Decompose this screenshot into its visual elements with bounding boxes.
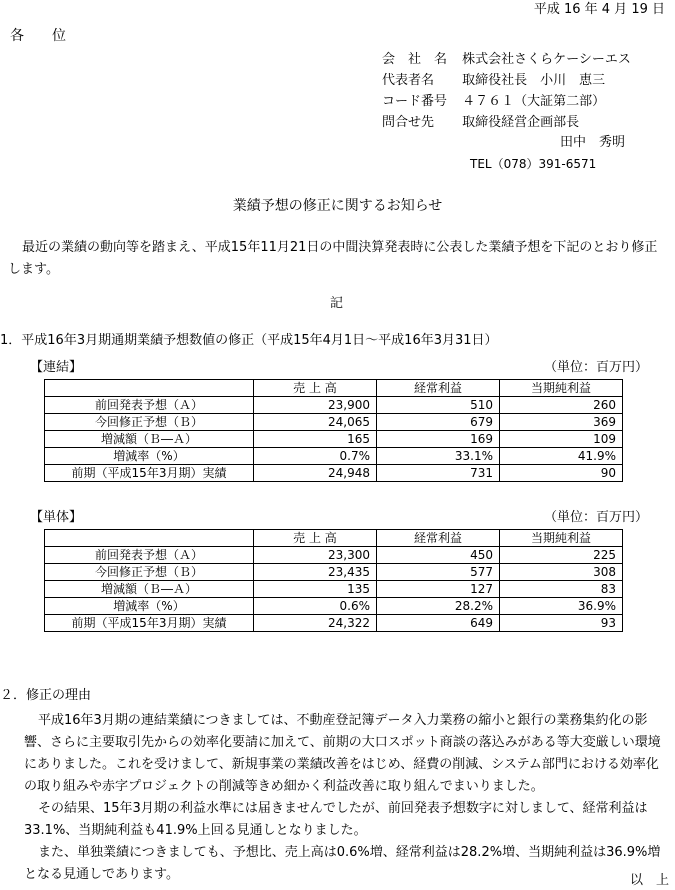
table-cell: 24,065 [254,414,377,431]
representative-row [382,73,605,89]
row-label: 増減額（Ｂ―Ａ） [45,431,254,448]
nonconsolidated-table [44,529,623,632]
closing-mark: 以 上 [629,873,669,888]
table-header-row [45,380,623,397]
table-cell: 308 [500,564,623,581]
table-cell: 23,900 [254,397,377,414]
header-cell: 売 上 高 [254,530,377,547]
representative-label: 代表者名 [382,73,435,88]
row-label: 前期（平成15年3月期）実績 [45,615,254,632]
table-cell: 165 [254,431,377,448]
header-cell: 売 上 高 [254,380,377,397]
section1-heading: 1．平成16年3月期通期業績予想数値の修正（平成15年4月1日～平成16年3月31日） [0,333,498,348]
table-cell: 90 [500,465,623,482]
contact-label: 問合せ先 [382,115,435,130]
document-date: 平成 16 年 4 月 19 日 [533,2,665,17]
table-cell: 109 [500,431,623,448]
table-cell: 41.9% [500,448,623,465]
table-cell: 23,300 [254,547,377,564]
row-label: 今回修正予想（Ｂ） [45,414,254,431]
table-cell: 169 [377,431,500,448]
code-value: ４７６１（大証第二部） [462,94,606,109]
document-title: 業績予想の修正に関するお知らせ [232,198,443,214]
table-cell: 28.2% [377,598,500,615]
table-cell: 577 [377,564,500,581]
table-cell: 135 [254,581,377,598]
company-name-label: 会 社 名 [382,52,448,67]
table-cell: 649 [377,615,500,632]
table-row [45,465,623,482]
table-row [45,564,623,581]
reason-paragraphs [24,710,664,886]
contact-value: 取締役経営企画部長 [462,115,580,130]
table-row [45,581,623,598]
header-cell: 経常利益 [377,530,500,547]
row-label: 前回発表予想（Ａ） [45,547,254,564]
table-cell: 679 [377,414,500,431]
consolidated-table [44,379,623,482]
table-cell: 24,948 [254,465,377,482]
row-label: 前回発表予想（Ａ） [45,397,254,414]
table-row [45,448,623,465]
table-cell: 23,435 [254,564,377,581]
row-label: 増減率（%） [45,448,254,465]
header-cell [45,380,254,397]
consolidated-unit: （単位：百万円） [544,360,649,375]
ki-heading: 記 [330,296,344,311]
table-cell: 127 [377,581,500,598]
reason-paragraph: 平成16年3月期の連結業績につきましては、不動産登記簿データ入力業務の縮小と銀行の業務集約化の影響、さらに主要取引先からの効率化要請に加えて、前期の大口スポット商談の落込みがある等大変厳しい環境にありました。これを受けまして、新規事業の業績改善をはじめ、経費の削減、システム部門における効率化の取り組みや赤字プロジェクトの削減等きめ細かく利益改善に取り組んでまいりました。 [24,713,661,794]
table-header-row [45,530,623,547]
table-cell: 510 [377,397,500,414]
table-cell: 93 [500,615,623,632]
code-row [382,94,605,110]
contact-name-row [560,135,625,151]
row-label: 今回修正予想（Ｂ） [45,564,254,581]
contact-name: 田中 秀明 [560,135,626,150]
reason-paragraph: その結果、15年3月期の利益水準には届きませんでしたが、前回発表予想数字に対しまして、経常利益は33.1%、当期純利益も41.9%上回る見通しとなりました。 [24,801,648,838]
table-cell: 0.6% [254,598,377,615]
company-name-row [382,52,631,68]
row-label: 増減率（%） [45,598,254,615]
tel-row [470,157,596,172]
table-cell: 36.9% [500,598,623,615]
table-row [45,431,623,448]
section2-heading: ２．修正の理由 [0,688,92,703]
header-cell: 当期純利益 [500,380,623,397]
table-row [45,547,623,564]
company-name-value: 株式会社さくらケーシーエス [462,52,631,67]
nonconsolidated-unit: （単位：百万円） [544,510,649,525]
consolidated-tag: 【連結】 [30,360,83,375]
table-cell: 0.7% [254,448,377,465]
table-row [45,414,623,431]
header-cell: 経常利益 [377,380,500,397]
table-cell: 225 [500,547,623,564]
row-label: 増減額（Ｂ―Ａ） [45,581,254,598]
intro-paragraph: 最近の業績の動向等を踏まえ、平成15年11月21日の中間決算発表時に公表した業績予想を下記のとおり修正します。 [8,240,658,277]
table-row [45,598,623,615]
header-cell: 当期純利益 [500,530,623,547]
representative-value: 取締役社長 小川 恵三 [462,73,606,88]
nonconsolidated-tag: 【単体】 [30,510,83,525]
contact-row [382,115,579,131]
code-label: コード番号 [382,94,448,109]
table-cell: 260 [500,397,623,414]
reason-paragraph: また、単独業績につきましても、予想比、売上高は0.6%増、経常利益は28.2%増、当期純利益は36.9%増となる見通しであります。 [24,845,661,882]
recipient: 各 位 [10,28,66,44]
table-cell: 450 [377,547,500,564]
table-cell: 369 [500,414,623,431]
header-cell [45,530,254,547]
table-row [45,615,623,632]
table-cell: 33.1% [377,448,500,465]
row-label: 前期（平成15年3月期）実績 [45,465,254,482]
table-cell: 83 [500,581,623,598]
table-cell: 24,322 [254,615,377,632]
tel-number: TEL（078）391-6571 [470,157,597,171]
table-cell: 731 [377,465,500,482]
table-row [45,397,623,414]
